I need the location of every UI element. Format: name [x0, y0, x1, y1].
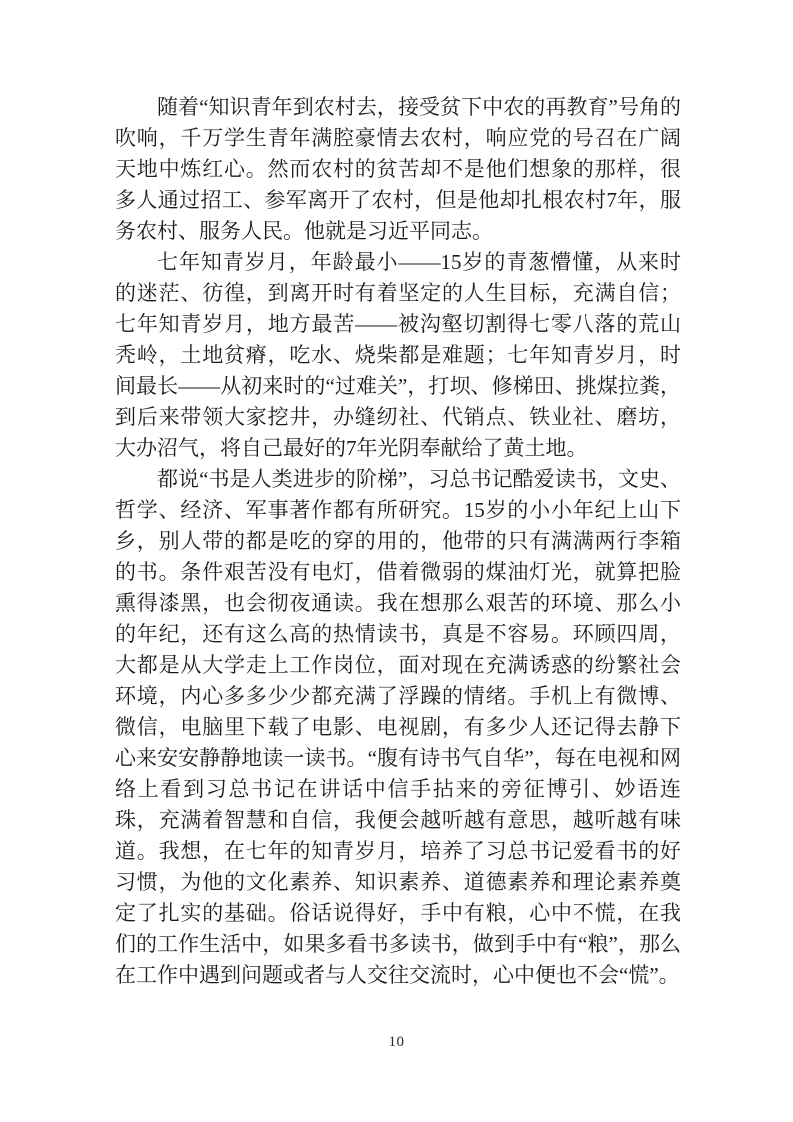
paragraph-3: 都说“书是人类进步的阶梯”，习总书记酷爱读书，文史、哲学、经济、军事著作都有所研究。15岁的小小年纪上山下乡，别人带的都是吃的穿的用的，他带的只有满满两行李箱的书。条件艰苦没有电灯，借着微弱的煤油灯光，就算把脸熏得漆黑，也会彻夜通读。我在想那么艰苦的环境、那么小的年纪，还有这么高的热情读书，真是不容易。环顾四周，大都是从大学走上工作岗位，面对现在充满诱惑的纷繁社会环境，内心多多少少都充满了浮躁的情绪。手机上有微博、微信，电脑里下载了电影、电视剧，有多少人还记得去静下心来安安静静地读一读书。“腹有诗书气自华”，每在电视和网络上看到习总书记在讲话中信手拈来的旁征博引、妙语连珠，充满着智慧和自信，我便会越听越有意思，越听越有味道。我想，在七年的知青岁月，培养了习总书记爱看书的好习惯，为他的文化素养、知识素养、道德素养和理论素养奠定了扎实的基础。俗话说得好，手中有粮，心中不慌，在我们的工作生活中，如果多看书多读书，做到手中有“粮”，那么在工作中遇到问题或者与人交往交流时，心中便也不会“慌”。: [115, 467, 681, 987]
paragraph-2: 七年知青岁月，年龄最小——15岁的青葱懵懂，从来时的迷茫、彷徨，到离开时有着坚定的人生目标，充满自信；七年知青岁月，地方最苦——被沟壑切割得七零八落的荒山秃岭，土地贫瘠，吃水、烧柴都是难题；七年知青岁月，时间最长——从初来时的“过难关”，打坝、修梯田、挑煤拉粪，到后来带领大家挖井，办缝纫社、代销点、铁业社、磨坊，大办沼气，将自己最好的7年光阴奉献给了黄土地。: [115, 250, 681, 460]
paragraph-1: 随着“知识青年到农村去，接受贫下中农的再教育”号角的吹响，千万学生青年满腔豪情去农村，响应党的号召在广阔天地中炼红心。然而农村的贫苦却不是他们想象的那样，很多人通过招工、参军离开了农村，但是他却扎根农村7年，服务农村、服务人民。他就是习近平同志。: [115, 95, 681, 243]
document-text-block: [115, 92, 681, 991]
page-footer: [0, 1034, 793, 1051]
page-number: 10: [388, 1034, 405, 1050]
